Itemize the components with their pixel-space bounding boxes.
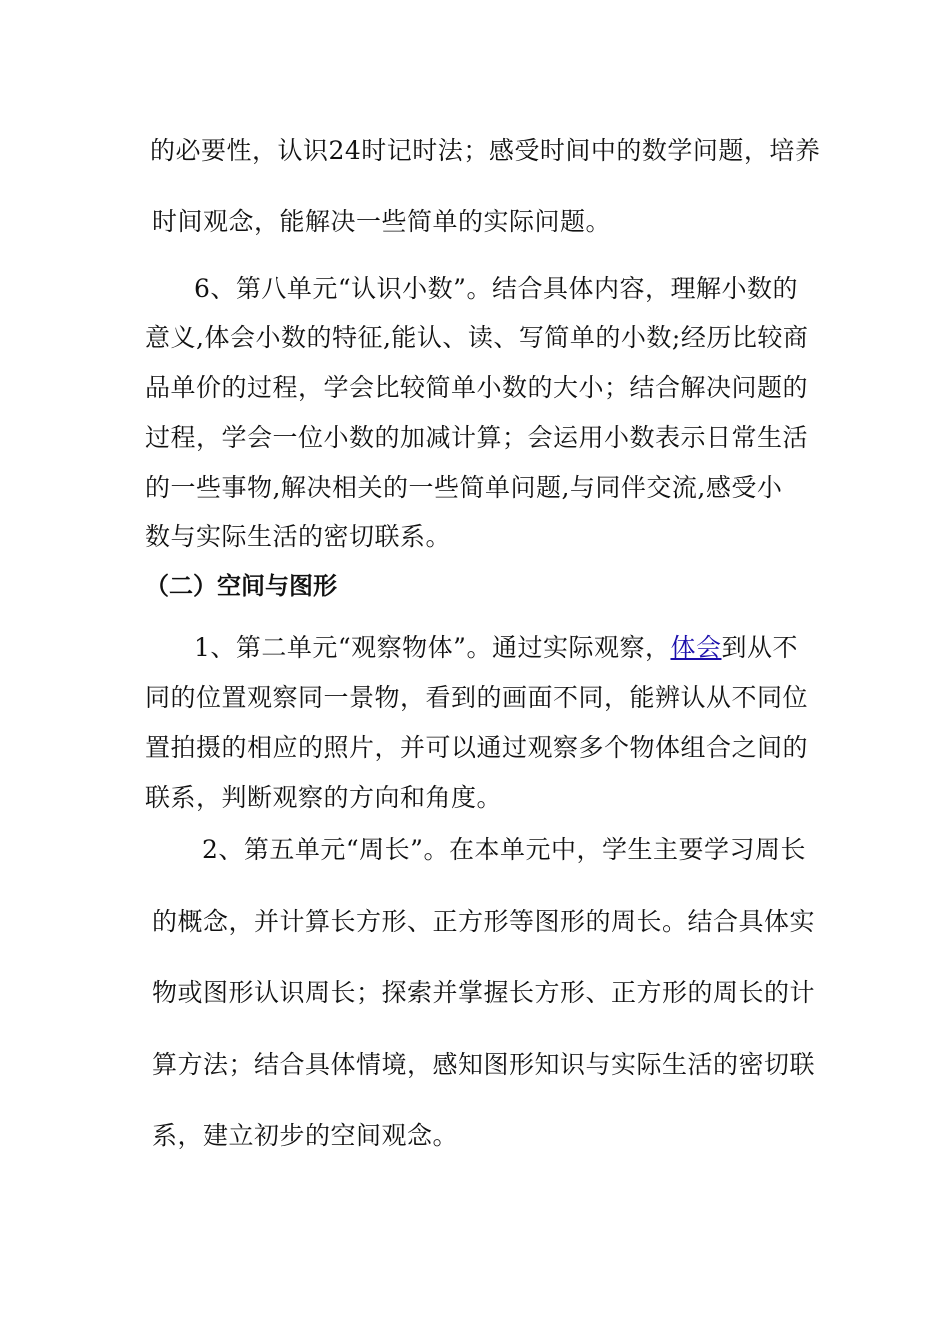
text-line: 算方法；结合具体情境，感知图形知识与实际生活的密切联 xyxy=(152,1050,816,1079)
text-line: 6、第八单元“认识小数”。结合具体内容，理解小数的 xyxy=(194,274,798,303)
text-line: 的必要性，认识24时记时法；感受时间中的数学问题，培养 xyxy=(150,136,821,165)
text-line: 品单价的过程，学会比较简单小数的大小；结合解决问题的 xyxy=(145,373,809,402)
text-line: 联系，判断观察的方向和角度。 xyxy=(145,783,503,812)
text-line: 置拍摄的相应的照片，并可以通过观察多个物体组合之间的 xyxy=(145,733,809,762)
text-line: 2、第五单元“周长”。在本单元中，学生主要学习周长 xyxy=(202,835,806,864)
text-line: 物或图形认识周长；探索并掌握长方形、正方形的周长的计 xyxy=(152,978,816,1007)
text-segment: 1、第二单元“观察物体”。通过实际观察， xyxy=(194,633,671,662)
text-line: 的一些事物,解决相关的一些简单问题,与同伴交流,感受小 xyxy=(145,473,783,502)
text-segment: 到从不 xyxy=(721,633,799,662)
text-line: 系，建立初步的空间观念。 xyxy=(152,1121,459,1150)
section-heading: （二）空间与图形 xyxy=(145,572,337,600)
text-line: 过程，学会一位小数的加减计算；会运用小数表示日常生活 xyxy=(145,423,809,452)
text-line: 意义,体会小数的特征,能认、读、写简单的小数;经历比较商 xyxy=(145,323,809,352)
text-line: 同的位置观察同一景物，看到的画面不同，能辨认从不同位 xyxy=(145,683,809,712)
hyperlink-tihui[interactable]: 体会 xyxy=(670,633,722,662)
text-line: 的概念，并计算长方形、正方形等图形的周长。结合具体实 xyxy=(152,907,816,936)
text-line xyxy=(194,632,798,664)
text-line: 数与实际生活的密切联系。 xyxy=(145,522,452,551)
text-line: 时间观念，能解决一些简单的实际问题。 xyxy=(152,207,612,236)
